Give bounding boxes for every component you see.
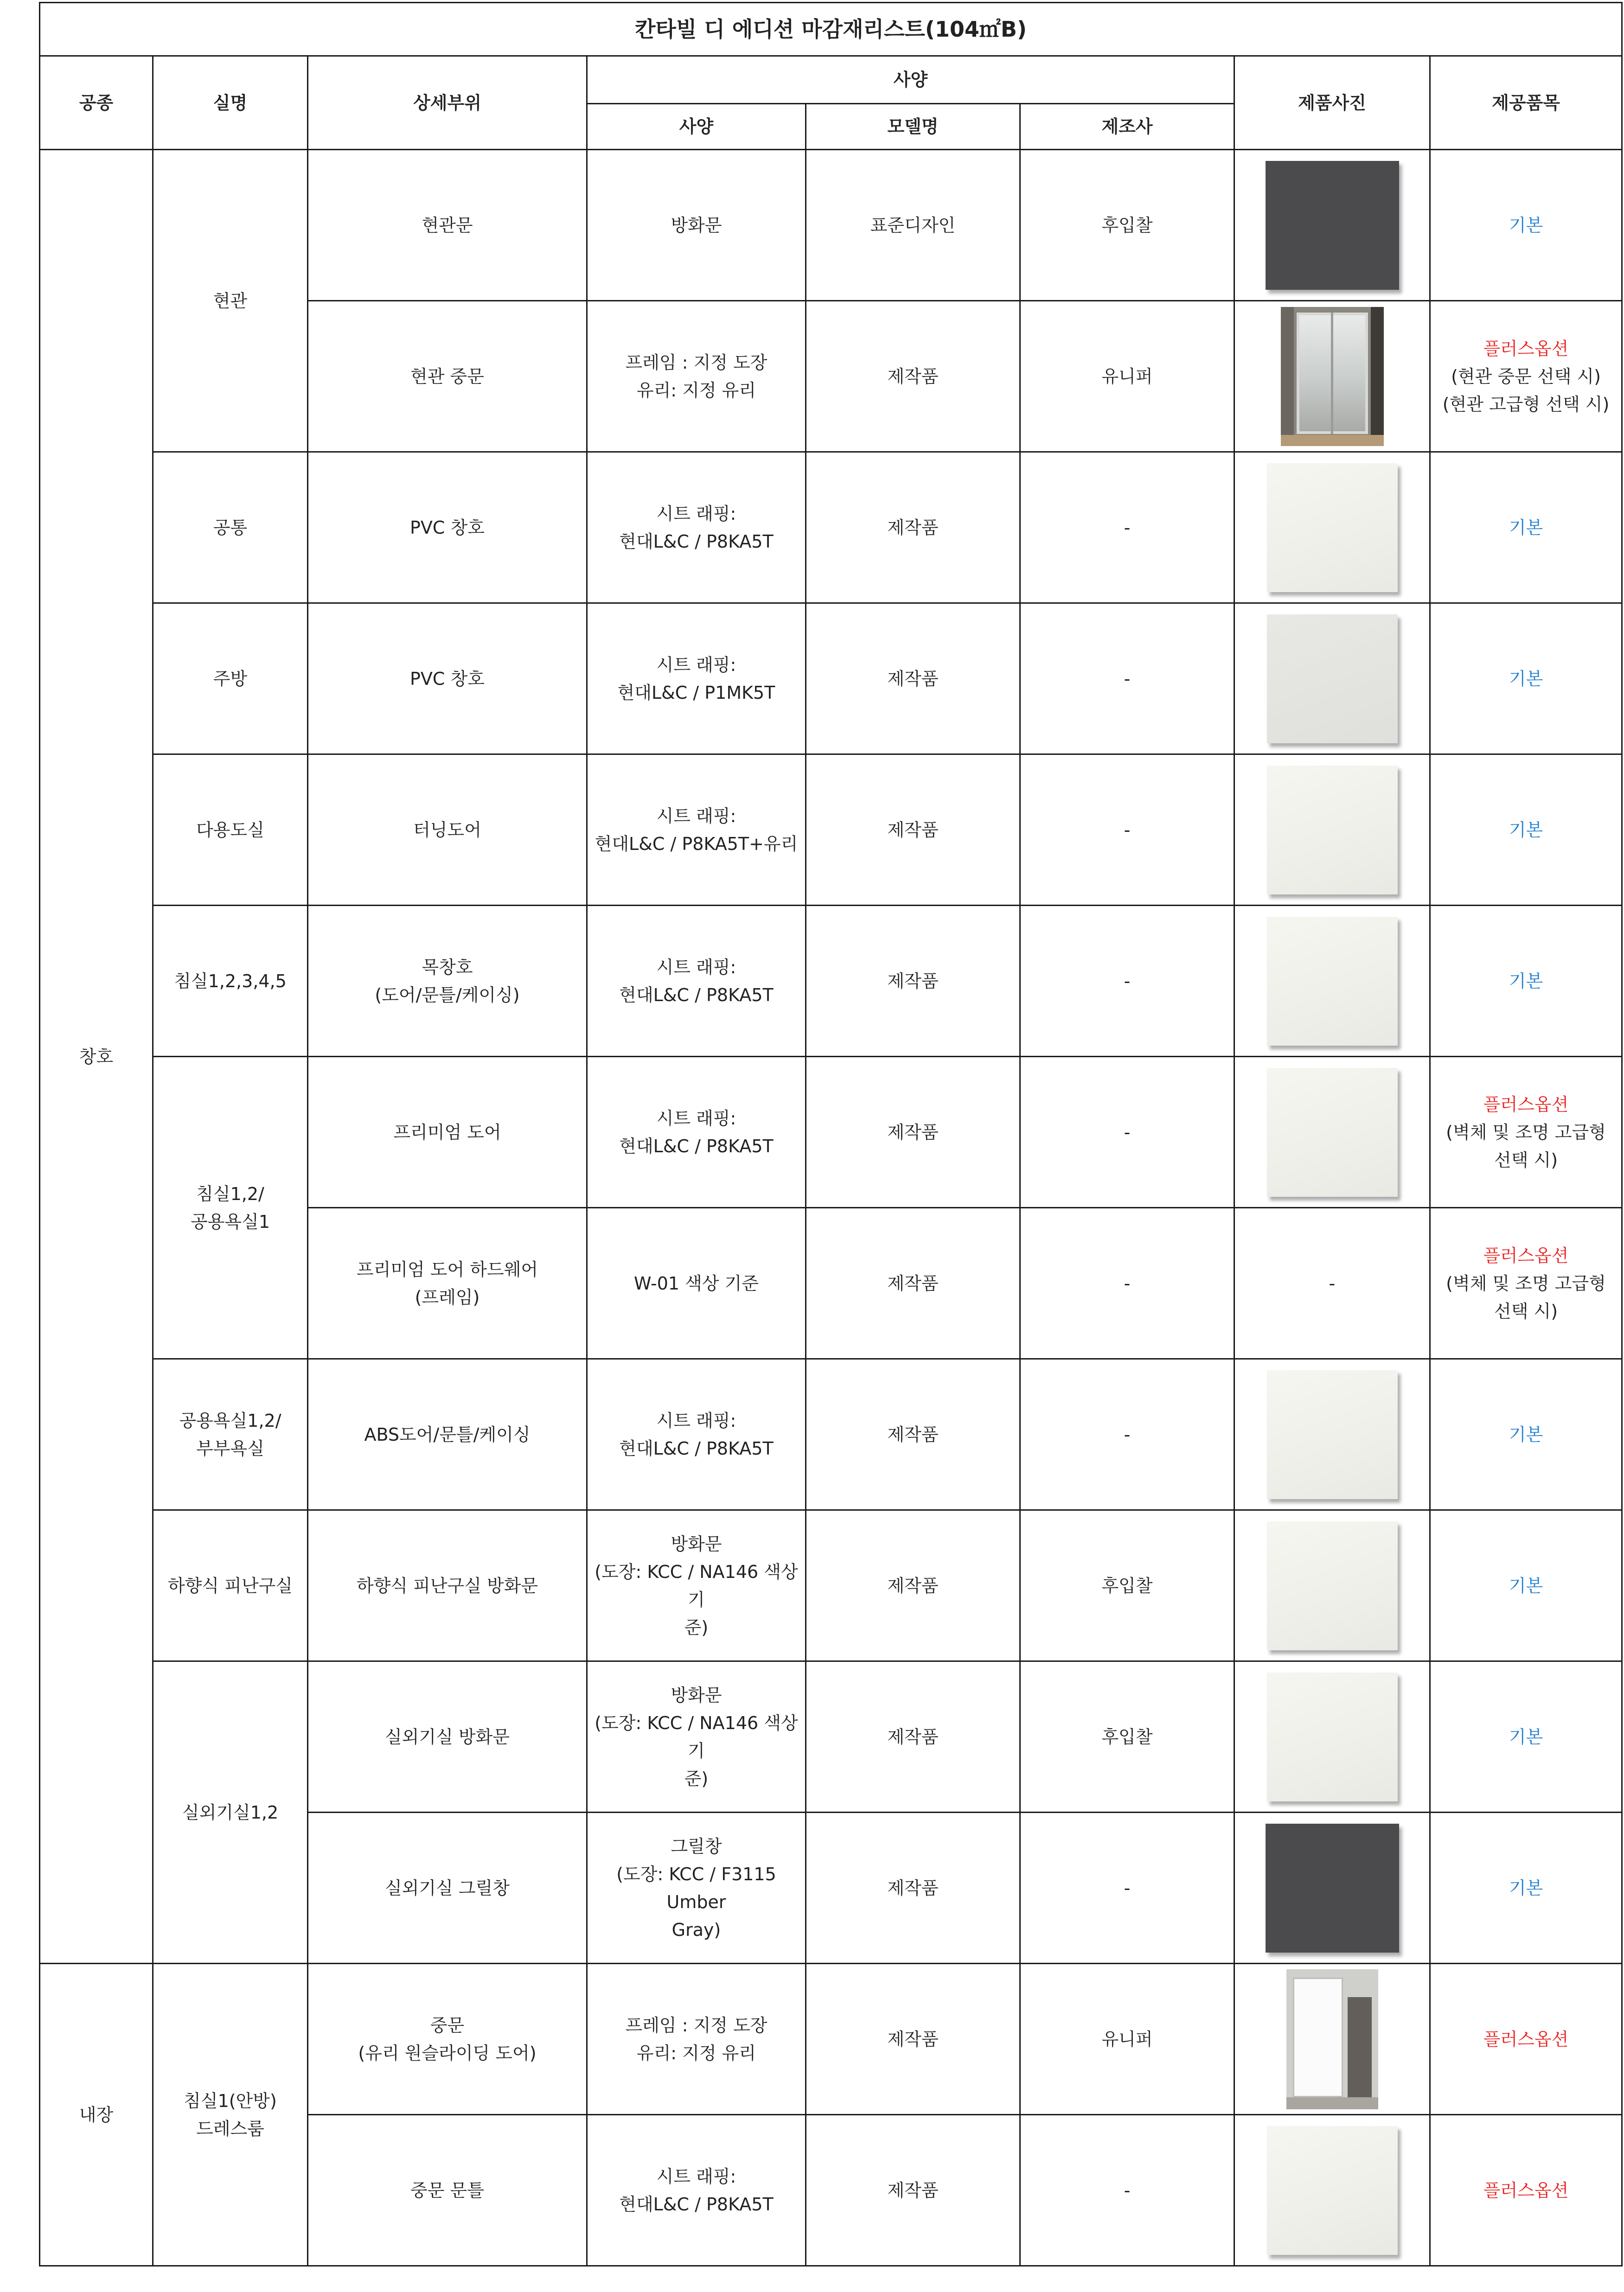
provided-cell	[1430, 2115, 1622, 2266]
table-row	[40, 906, 1622, 1057]
table-row	[40, 452, 1622, 603]
provided-cell	[1430, 1057, 1622, 1208]
photo-cell	[1234, 1964, 1430, 2115]
provided-cell	[1430, 1661, 1622, 1813]
spec-cell: 시트 래핑: 현대L&C / P8KA5T	[587, 2115, 806, 2266]
photo-cell	[1234, 1359, 1430, 1510]
product-photo	[1267, 917, 1398, 1046]
model-cell: 제작품	[806, 1813, 1020, 1964]
spec-cell: 시트 래핑: 현대L&C / P8KA5T	[587, 1057, 806, 1208]
provided-label: 기본	[1509, 215, 1543, 236]
provided-note: (벽체 및 조명 고급형 선택 시)	[1446, 1273, 1606, 1322]
part-cell: 프리미엄 도어	[308, 1057, 587, 1208]
provided-note: (현관 중문 선택 시) (현관 고급형 선택 시)	[1442, 366, 1610, 415]
part-cell: 실외기실 그릴창	[308, 1813, 587, 1964]
table-row	[40, 1964, 1622, 2115]
model-cell: 제작품	[806, 1510, 1020, 1661]
maker-cell: -	[1020, 1208, 1234, 1359]
maker-cell: 후입찰	[1020, 1661, 1234, 1813]
room-cell: 주방	[153, 603, 308, 754]
room-cell: 침실1,2,3,4,5	[153, 906, 308, 1057]
product-photo	[1267, 614, 1398, 743]
table-row	[40, 1510, 1622, 1661]
spec-cell: W-01 색상 기준	[587, 1208, 806, 1359]
maker-cell: -	[1020, 754, 1234, 906]
model-cell: 제작품	[806, 1661, 1020, 1813]
room-cell: 다용도실	[153, 754, 308, 906]
part-cell: 목창호 (도어/문틀/케이싱)	[308, 906, 587, 1057]
model-cell: 제작품	[806, 452, 1020, 603]
maker-cell: -	[1020, 452, 1234, 603]
provided-note: (벽체 및 조명 고급형 선택 시)	[1446, 1122, 1606, 1170]
table-row	[40, 1359, 1622, 1510]
part-cell: ABS도어/문틀/케이싱	[308, 1359, 587, 1510]
photo-cell	[1234, 1510, 1430, 1661]
photo-cell	[1234, 1057, 1430, 1208]
photo-cell	[1234, 452, 1430, 603]
product-photo	[1267, 1521, 1398, 1650]
product-photo	[1281, 307, 1384, 446]
provided-label: 기본	[1509, 517, 1543, 538]
spec-cell: 그릴창 (도장: KCC / F3115 Umber Gray)	[587, 1813, 806, 1964]
room-cell: 침실1(안방) 드레스룸	[153, 1964, 308, 2266]
room-cell: 공용욕실1,2/ 부부욕실	[153, 1359, 308, 1510]
product-photo	[1267, 2126, 1398, 2255]
spec-cell: 방화문 (도장: KCC / NA146 색상기 준)	[587, 1510, 806, 1661]
product-photo	[1267, 1673, 1398, 1801]
provided-label: 플러스옵션	[1483, 338, 1569, 359]
provided-cell	[1430, 150, 1622, 301]
provided-cell	[1430, 452, 1622, 603]
header-spec: 사양	[587, 104, 806, 150]
product-photo	[1266, 161, 1399, 290]
model-cell: 제작품	[806, 906, 1020, 1057]
product-photo	[1267, 463, 1398, 592]
product-photo	[1286, 1969, 1378, 2109]
model-cell: 제작품	[806, 1359, 1020, 1510]
model-cell: 제작품	[806, 754, 1020, 906]
room-cell: 실외기실1,2	[153, 1661, 308, 1964]
provided-label: 기본	[1509, 1877, 1543, 1898]
provided-cell	[1430, 603, 1622, 754]
header-photo: 제품사진	[1234, 56, 1430, 150]
provided-cell	[1430, 301, 1622, 452]
model-cell: 제작품	[806, 603, 1020, 754]
provided-cell	[1430, 906, 1622, 1057]
provided-label: 기본	[1509, 1575, 1543, 1596]
maker-cell: -	[1020, 906, 1234, 1057]
maker-cell: 유니퍼	[1020, 301, 1234, 452]
table-row	[40, 754, 1622, 906]
header-category: 공종	[40, 56, 153, 150]
maker-cell: 후입찰	[1020, 150, 1234, 301]
room-cell: 하향식 피난구실	[153, 1510, 308, 1661]
part-cell: 중문 문틀	[308, 2115, 587, 2266]
part-cell: 현관문	[308, 150, 587, 301]
room-cell: 현관	[153, 150, 308, 452]
photo-cell	[1234, 906, 1430, 1057]
photo-cell	[1234, 301, 1430, 452]
spec-cell: 시트 래핑: 현대L&C / P8KA5T	[587, 906, 806, 1057]
product-photo	[1267, 1370, 1398, 1499]
part-cell: 현관 중문	[308, 301, 587, 452]
spec-cell: 시트 래핑: 현대L&C / P1MK5T	[587, 603, 806, 754]
spec-cell: 시트 래핑: 현대L&C / P8KA5T	[587, 1359, 806, 1510]
provided-cell	[1430, 1359, 1622, 1510]
model-cell: 제작품	[806, 2115, 1020, 2266]
provided-label: 기본	[1509, 668, 1543, 689]
provided-label: 플러스옵션	[1483, 2180, 1569, 2201]
model-cell: 표준디자인	[806, 150, 1020, 301]
part-cell: 하향식 피난구실 방화문	[308, 1510, 587, 1661]
room-cell: 공통	[153, 452, 308, 603]
model-cell: 제작품	[806, 1964, 1020, 2115]
spec-cell: 방화문	[587, 150, 806, 301]
photo-cell	[1234, 1813, 1430, 1964]
model-cell: 제작품	[806, 1208, 1020, 1359]
photo-cell	[1234, 603, 1430, 754]
maker-cell: -	[1020, 1359, 1234, 1510]
spec-cell: 프레임 : 지정 도장 유리: 지정 유리	[587, 1964, 806, 2115]
provided-cell	[1430, 754, 1622, 906]
part-cell: 중문 (유리 원슬라이딩 도어)	[308, 1964, 587, 2115]
provided-cell	[1430, 1964, 1622, 2115]
part-cell: 실외기실 방화문	[308, 1661, 587, 1813]
header-model: 모델명	[806, 104, 1020, 150]
photo-cell	[1234, 754, 1430, 906]
header-part: 상세부위	[308, 56, 587, 150]
part-cell: PVC 창호	[308, 603, 587, 754]
maker-cell: 유니퍼	[1020, 1964, 1234, 2115]
provided-cell	[1430, 1813, 1622, 1964]
provided-label: 기본	[1509, 1726, 1543, 1747]
provided-label: 기본	[1509, 819, 1543, 840]
maker-cell: -	[1020, 1057, 1234, 1208]
part-cell: PVC 창호	[308, 452, 587, 603]
product-photo	[1266, 1824, 1399, 1953]
spec-cell: 방화문 (도장: KCC / NA146 색상기 준)	[587, 1661, 806, 1813]
spec-cell: 시트 래핑: 현대L&C / P8KA5T+유리	[587, 754, 806, 906]
part-cell: 프리미엄 도어 하드웨어 (프레임)	[308, 1208, 587, 1359]
provided-cell	[1430, 1208, 1622, 1359]
table-row	[40, 603, 1622, 754]
table-row	[40, 1661, 1622, 1813]
provided-label: 플러스옵션	[1483, 1094, 1569, 1115]
maker-cell: 후입찰	[1020, 1510, 1234, 1661]
category-cell: 창호	[40, 150, 153, 1964]
room-cell: 침실1,2/ 공용욕실1	[153, 1057, 308, 1359]
maker-cell: -	[1020, 2115, 1234, 2266]
table-row	[40, 150, 1622, 301]
provided-label: 플러스옵션	[1483, 1245, 1569, 1266]
header-provided: 제공품목	[1430, 56, 1622, 150]
provided-cell	[1430, 1510, 1622, 1661]
sheet-title: 칸타빌 디 에디션 마감재리스트(104㎡B)	[40, 3, 1622, 56]
photo-cell	[1234, 150, 1430, 301]
materials-table	[39, 2, 1623, 2266]
photo-cell	[1234, 2115, 1430, 2266]
photo-cell: -	[1234, 1208, 1430, 1359]
header-spec-group: 사양	[587, 56, 1234, 104]
product-photo	[1267, 766, 1398, 894]
spec-cell: 시트 래핑: 현대L&C / P8KA5T	[587, 452, 806, 603]
model-cell: 제작품	[806, 1057, 1020, 1208]
provided-label: 플러스옵션	[1483, 2029, 1569, 2049]
header-maker: 제조사	[1020, 104, 1234, 150]
header-room: 실명	[153, 56, 308, 150]
product-photo	[1267, 1068, 1398, 1197]
maker-cell: -	[1020, 1813, 1234, 1964]
spec-cell: 프레임 : 지정 도장 유리: 지정 유리	[587, 301, 806, 452]
model-cell: 제작품	[806, 301, 1020, 452]
maker-cell: -	[1020, 603, 1234, 754]
finish-materials-sheet	[39, 2, 1621, 2287]
table-row	[40, 1057, 1622, 1208]
photo-cell	[1234, 1661, 1430, 1813]
provided-label: 기본	[1509, 970, 1543, 991]
provided-label: 기본	[1509, 1424, 1543, 1445]
part-cell: 터닝도어	[308, 754, 587, 906]
category-cell: 내장	[40, 1964, 153, 2266]
